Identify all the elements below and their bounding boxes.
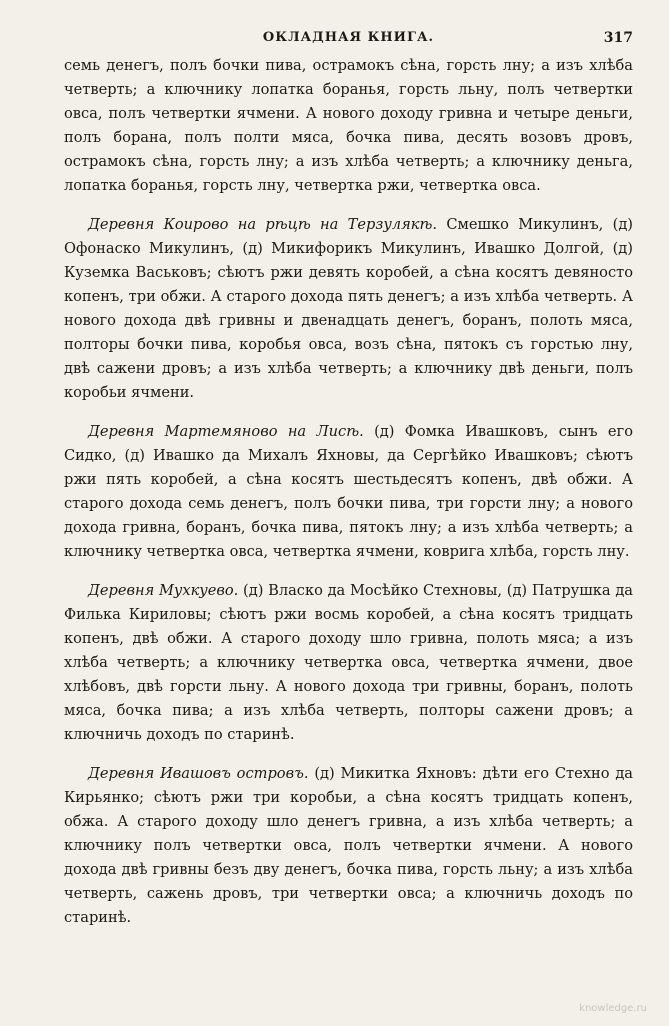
paragraph-text: семь денегъ, полъ бочки пива, острамокъ сѣна, горсть лну; а изъ хлѣба четверть; а ключнику лопатка боранья, горсть льну, полъ четвертки овса, полъ четвертки ячмени. А нового доходу гривна и четыре деньги, полъ борана, полъ полти мяса, бочка пива, десять возовъ дровъ, острамокъ сѣна, горсть лну; а изъ хлѣба четверть; а ключнику деньга, лопатка боранья, горсть лну, четвертка ржи, четвертка овса. (64, 57, 633, 194)
page-number: 317 (603, 30, 633, 46)
village-name: Деревня Мартемяново на Лисѣ. (88, 423, 364, 440)
village-name: Деревня Ивашовъ островъ. (88, 765, 309, 782)
paragraph-mukhkuevo (64, 579, 633, 747)
village-name: Деревня Мухкуево. (88, 582, 239, 599)
paragraph-text: (д) Микитка Яхновъ: дѣти его Стехно да Кирьянко; сѣютъ ржи три коробьи, а сѣна косятъ тридцать копенъ, обжа. А старого доходу шло денегъ гривна, а изъ хлѣба четверть; а ключнику полъ четвертки овса, полъ четвертки ячмени. А нового дохода двѣ гривны безъ дву денегъ, бочка пива, горсть льну; а изъ хлѣба четверть, сажень дровъ, три четвертки овса; а ключничь доходъ по старинѣ. (64, 765, 634, 926)
paragraph-ivashov-ostrov (64, 762, 633, 930)
paragraph-koirovo (64, 213, 633, 405)
paragraph-gap (64, 405, 633, 420)
paragraph-gap (64, 564, 633, 579)
paragraph-text: Смешко Микулинъ, (д) Офонаско Микулинъ, (д) Микифорикъ Микулинъ, Ивашко Долгой, (д) Куземка Васьковъ; сѣютъ ржи девять коробей, а сѣна косятъ девяносто копенъ, три обжи. А старого дохода пять денегъ; а изъ хлѣба четверть. А нового дохода двѣ гривны и двенадцать денегъ, боранъ, полоть мяса, полторы бочки пива, коробья овса, возъ сѣна, пятокъ съ горстью лну, двѣ сажени дровъ; а изъ хлѣба четверть; а ключнику двѣ деньги, полъ коробьи ячмени. (64, 216, 634, 401)
village-name: Деревня Коирово на рѣцѣ на Терзулякѣ. (88, 216, 437, 233)
paragraph-gap (64, 747, 633, 762)
paragraph-text: (д) Власко да Мосѣйко Стехновы, (д) Патрушка да Филька Кириловы; сѣютъ ржи восмь коробей, а сѣна косятъ тридцать копенъ, двѣ обжи. А старого доходу шло гривна, полоть мяса; а изъ хлѣба четверть; а ключнику четвертка овса, четвертка ячмени, двое хлѣбовъ, двѣ горсти льну. А нового дохода три гривны, боранъ, полоть мяса, бочка пива; а изъ хлѣба четверть, полторы сажени дровъ; а ключничь доходъ по старинѣ. (64, 582, 634, 743)
running-title: ОКЛАДНАЯ КНИГА. (262, 30, 435, 45)
paragraph-gap (64, 198, 633, 213)
paragraph-text: (д) Фомка Ивашковъ, сынъ его Сидко, (д) Ивашко да Михалъ Яхновы, да Сергѣйко Ивашковъ; сѣютъ ржи пять коробей, а сѣна косятъ шестьдесятъ копенъ, двѣ обжи. А старого дохода семь денегъ, полъ бочки пива, три горсти лну; а нового дохода гривна, боранъ, бочка пива, пятокъ лну; а изъ хлѣба четверть; а ключнику четвертка овса, четвертка ячмени, коврига хлѣба, горсть лну. (64, 423, 633, 560)
paragraph-continued (64, 54, 633, 198)
paragraph-martemyanovo (64, 420, 633, 564)
watermark: knowledge.ru (579, 1003, 647, 1014)
running-header (64, 30, 633, 54)
